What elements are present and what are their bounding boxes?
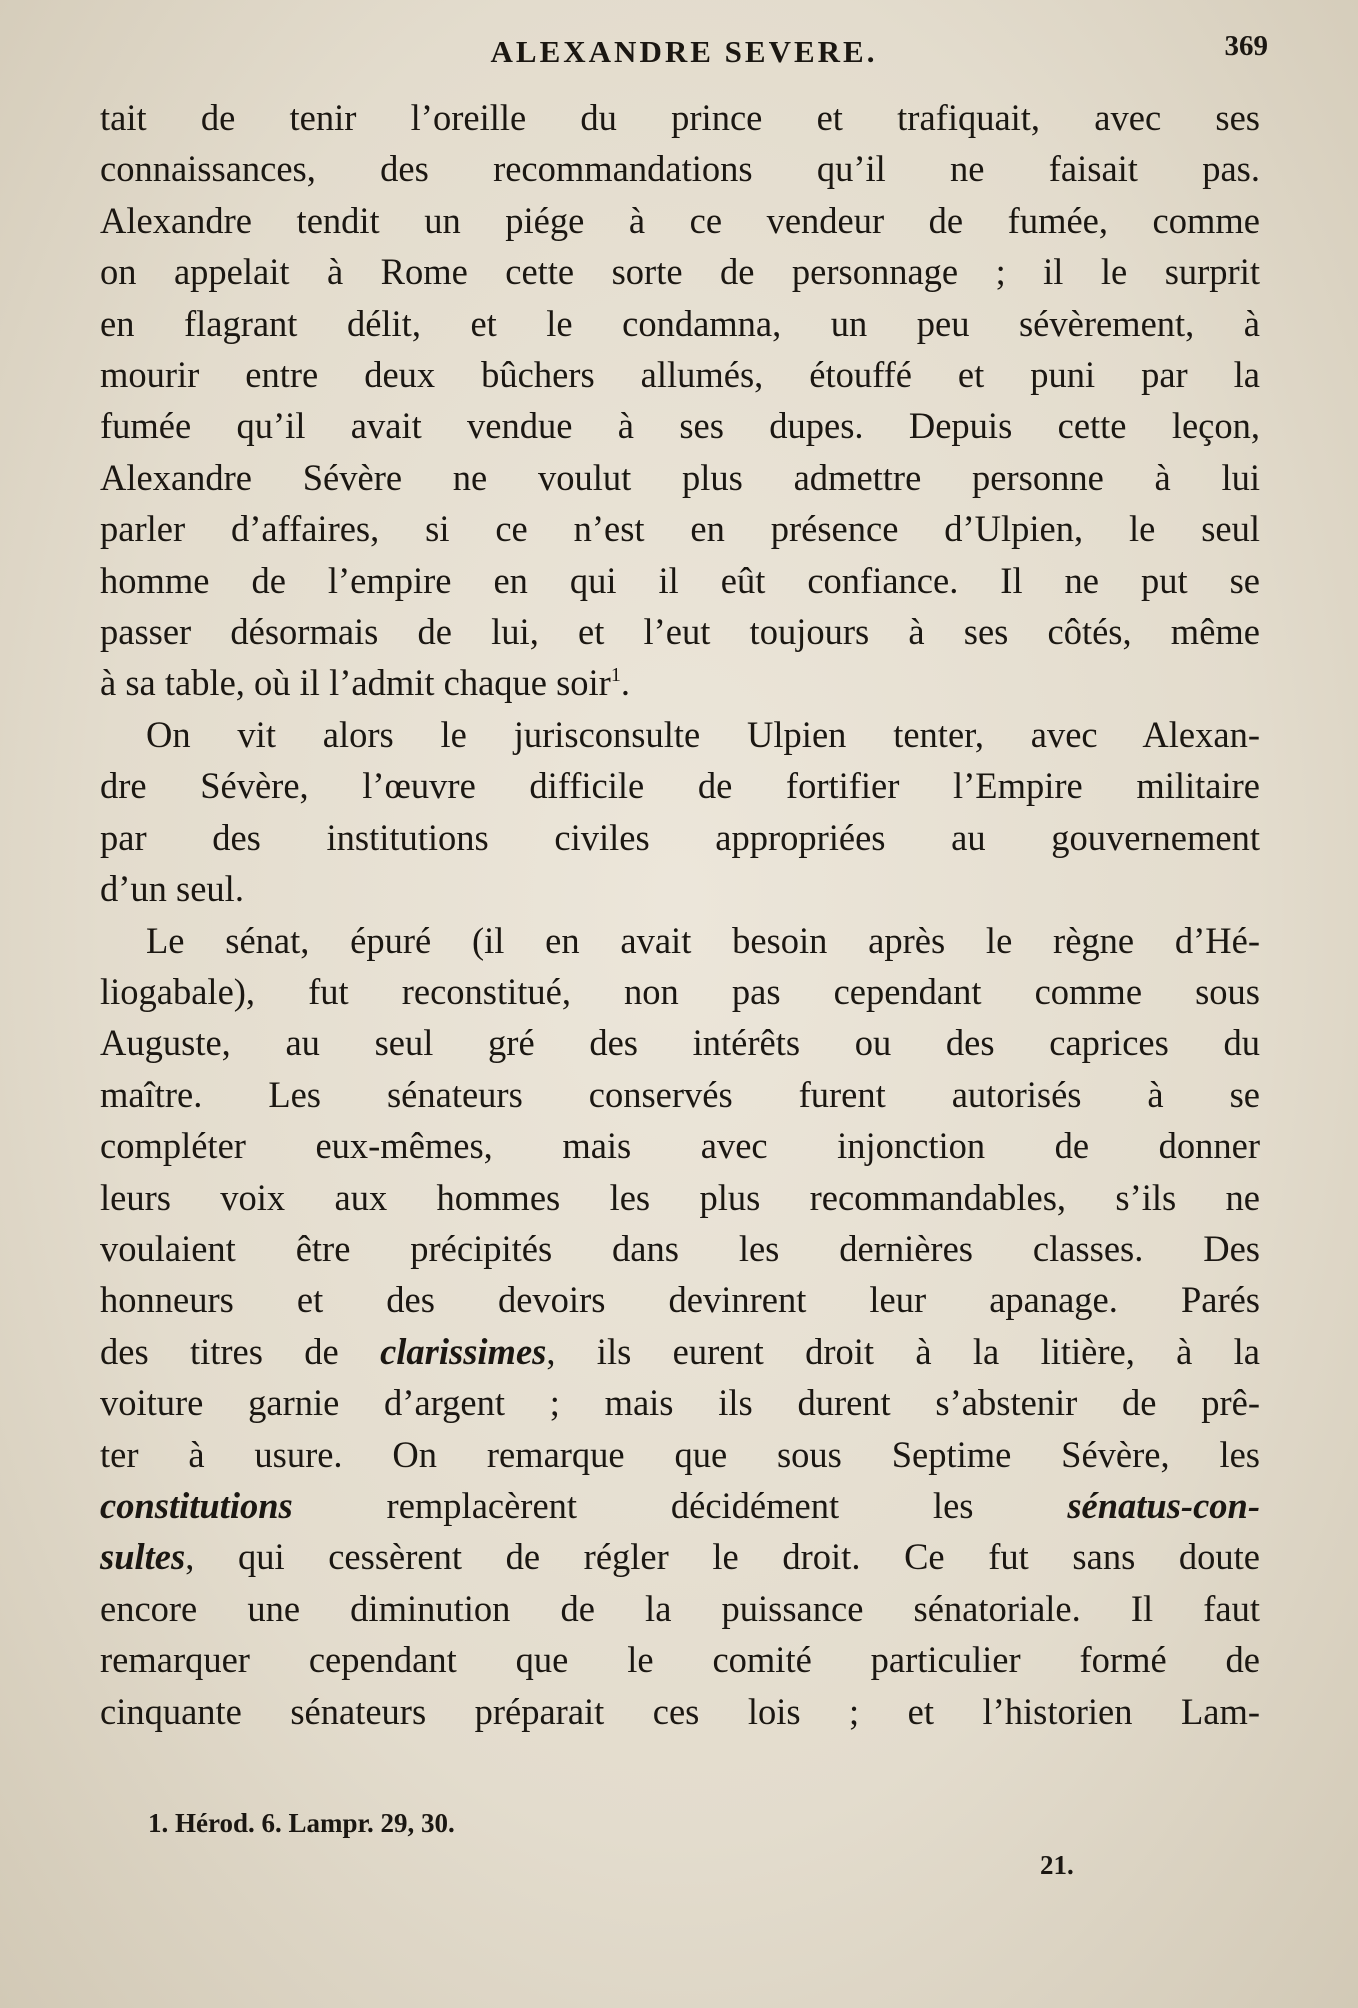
italic-term: clarissimes bbox=[380, 1330, 547, 1372]
text-line bbox=[100, 1326, 1260, 1377]
text-run: . bbox=[620, 662, 630, 704]
text-line: remarquer cependant que le comité particulier formé de bbox=[100, 1639, 1260, 1681]
text-line: ter à usure. On remarque que sous Septime Sévère, les bbox=[100, 1433, 1260, 1475]
text-line bbox=[100, 1531, 1260, 1582]
running-title: ALEXANDRE SEVERE. bbox=[490, 34, 878, 69]
text-run: , qui cessèrent de régler le droit. Ce fut sans doute bbox=[185, 1536, 1260, 1578]
text-run: remplacèrent décidément les bbox=[292, 1484, 1068, 1526]
text-line bbox=[100, 1480, 1260, 1531]
text-line: connaissances, des recommandations qu’il ne faisait pas. bbox=[100, 148, 1260, 190]
text-line: Auguste, au seul gré des intérêts ou des caprices du bbox=[100, 1022, 1260, 1064]
text-line: Alexandre Sévère ne voulut plus admettre personne à lui bbox=[100, 456, 1260, 498]
text-line: on appelait à Rome cette sorte de personnage ; il le surprit bbox=[100, 251, 1260, 293]
text-run: , ils eurent droit à la litière, à la bbox=[546, 1330, 1260, 1372]
text-line: dre Sévère, l’œuvre difficile de fortifier l’Empire militaire bbox=[100, 765, 1260, 807]
page-number: 369 bbox=[1224, 30, 1268, 62]
text-line: cinquante sénateurs préparait ces lois ; et l’historien Lam- bbox=[100, 1690, 1260, 1732]
signature-mark: 21. bbox=[1040, 1850, 1074, 1880]
italic-term: sénatus-con- bbox=[1067, 1484, 1260, 1526]
text-line: honneurs et des devoirs devinrent leur apanage. Parés bbox=[100, 1279, 1260, 1321]
text-line: par des institutions civiles appropriées au gouvernement bbox=[100, 816, 1260, 858]
text-line: encore une diminution de la puissance sénatoriale. Il faut bbox=[100, 1587, 1260, 1629]
text-line: homme de l’empire en qui il eût confiance. Il ne put se bbox=[100, 559, 1260, 601]
paragraph-1 bbox=[100, 92, 1260, 709]
text-line: On vit alors le jurisconsulte Ulpien tenter, avec Alexan- bbox=[146, 713, 1260, 755]
footnote: 1. Hérod. 6. Lampr. 29, 30. bbox=[148, 1808, 455, 1838]
italic-term: sultes bbox=[100, 1536, 186, 1578]
text-line bbox=[100, 657, 1260, 708]
text-line: compléter eux-mêmes, mais avec injonction de donner bbox=[100, 1125, 1260, 1167]
footnote-reference: 1 bbox=[610, 664, 621, 687]
body-text bbox=[100, 92, 1260, 1737]
text-line: passer désormais de lui, et l’eut toujours à ses côtés, même bbox=[100, 611, 1260, 653]
text-line: tait de tenir l’oreille du prince et trafiquait, avec ses bbox=[100, 97, 1260, 138]
text-line: Alexandre tendit un piége à ce vendeur de fumée, comme bbox=[100, 199, 1260, 241]
text-line: voulaient être précipités dans les dernières classes. Des bbox=[100, 1227, 1260, 1269]
text-line: voiture garnie d’argent ; mais ils durent s’abstenir de prê- bbox=[100, 1382, 1260, 1424]
paragraph-2 bbox=[100, 709, 1260, 915]
text-line: d’un seul. bbox=[100, 868, 244, 910]
text-line: en flagrant délit, et le condamna, un peu sévèrement, à bbox=[100, 302, 1260, 344]
italic-term: constitutions bbox=[100, 1484, 293, 1526]
text-line: parler d’affaires, si ce n’est en présence d’Ulpien, le seul bbox=[100, 508, 1260, 550]
paragraph-3 bbox=[100, 915, 1260, 1738]
text-line: fumée qu’il avait vendue à ses dupes. Depuis cette leçon, bbox=[100, 405, 1260, 447]
text-line: Le sénat, épuré (il en avait besoin après le règne d’Hé- bbox=[146, 919, 1260, 961]
text-run: des titres de bbox=[100, 1330, 381, 1372]
text-line: maître. Les sénateurs conservés furent autorisés à se bbox=[100, 1073, 1260, 1115]
text-line: liogabale), fut reconstitué, non pas cependant comme sous bbox=[100, 970, 1260, 1012]
running-head bbox=[100, 30, 1268, 80]
text-run: à sa table, où il l’admit chaque soir bbox=[100, 662, 611, 704]
text-line: leurs voix aux hommes les plus recommandables, s’ils ne bbox=[100, 1176, 1260, 1218]
text-line: mourir entre deux bûchers allumés, étouffé et puni par la bbox=[100, 354, 1260, 396]
